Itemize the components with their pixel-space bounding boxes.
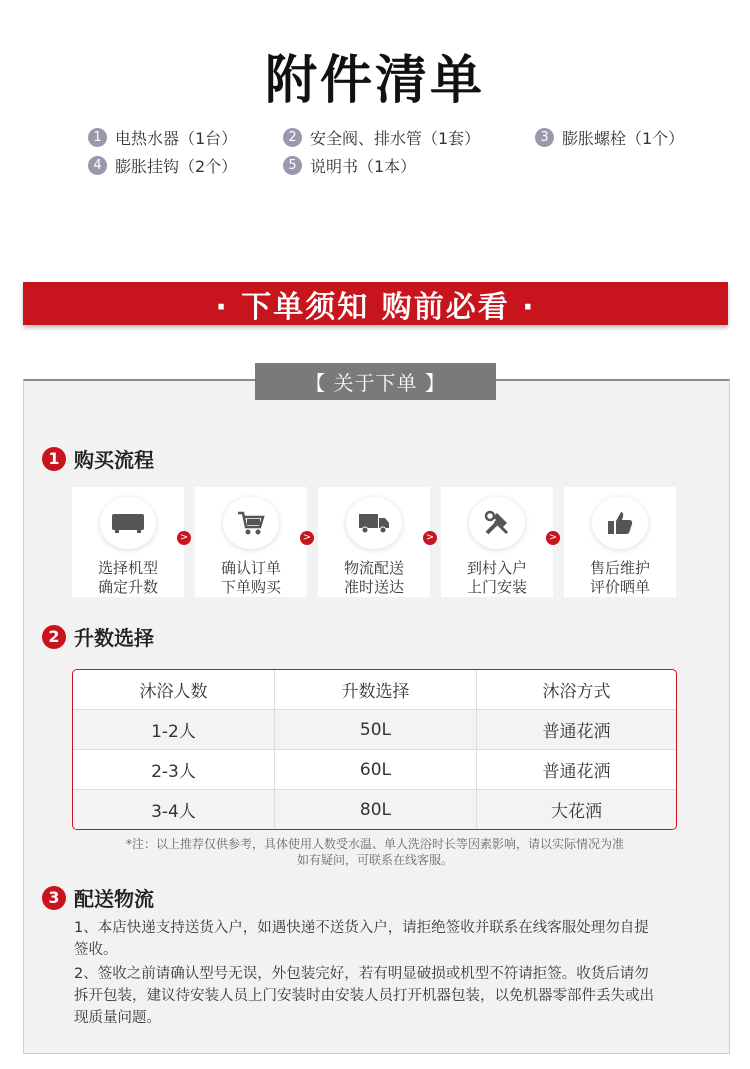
accessory-label: 电热水器（1台） — [115, 129, 238, 148]
section-title: 配送物流 — [74, 887, 154, 911]
step-card — [441, 487, 553, 597]
cart-icon — [223, 497, 279, 549]
column-header: 沐浴方式 — [477, 670, 676, 710]
table-cell: 2-3人 — [73, 750, 275, 790]
step-card — [564, 487, 676, 597]
column-header: 升数选择 — [275, 670, 477, 710]
step-label-line: 到村入户 — [466, 559, 527, 577]
water-heater-icon — [100, 497, 156, 549]
accessory-item — [88, 126, 237, 149]
thumbs-up-icon — [592, 497, 648, 549]
table-row — [73, 750, 676, 790]
accessory-item — [88, 154, 237, 177]
page-title: 附件清单 — [264, 51, 485, 111]
accessory-item — [283, 154, 416, 177]
step-label-line: 选择机型 — [97, 559, 158, 577]
note-line: *注：以上推荐仅供参考，具体使用人数受水温、单人洗浴时长等因素影响，请以实际情况为准 — [125, 837, 624, 851]
section-number: 2 — [42, 625, 66, 649]
delivery-paragraph: 1、本店快递支持送货入户，如遇快递不送货入户，请拒绝签收并联系在线客服处理勿自提签收。 — [74, 920, 649, 958]
table-cell: 60L — [275, 750, 477, 790]
table-cell: 普通花洒 — [477, 750, 676, 790]
chevron-right-icon: > — [177, 531, 191, 545]
accessory-label: 安全阀、排水管（1套） — [310, 129, 481, 148]
step-label — [98, 559, 158, 597]
step-label-line: 上门安装 — [466, 578, 527, 596]
step-card — [72, 487, 184, 597]
note-line: 如有疑问，可联系在线客服。 — [296, 853, 453, 867]
step-label — [590, 559, 650, 597]
number-badge: 4 — [88, 156, 107, 175]
accessory-label: 说明书（1本） — [310, 157, 417, 176]
number-badge: 3 — [535, 128, 554, 147]
section-number: 3 — [42, 886, 66, 910]
step-label-line: 确认订单 — [220, 559, 281, 577]
number-badge: 2 — [283, 128, 302, 147]
step-label-line: 准时送达 — [343, 578, 404, 596]
table-note — [90, 836, 660, 868]
step-label-line: 确定升数 — [97, 578, 158, 596]
delivery-paragraph: 2、签收之前请确认型号无误，外包装完好，若有明显破损或机型不符请拒签。收货后请勿拆开包装，建议待安装人员上门安装时由安装人员打开机器包装，以免机器零部件丢失或出现质量问题。 — [74, 966, 654, 1026]
capacity-table — [72, 669, 677, 830]
step-label — [467, 559, 527, 597]
accessory-label: 膨胀挂钩（2个） — [115, 157, 238, 176]
table-row — [73, 710, 676, 750]
step-label-line: 下单购买 — [220, 578, 281, 596]
panel-tab: 【 关于下单 】 — [255, 363, 496, 400]
table-row — [73, 790, 676, 829]
step-card — [195, 487, 307, 597]
section-title: 购买流程 — [74, 448, 154, 472]
table-cell: 普通花洒 — [477, 710, 676, 750]
accessory-item — [535, 126, 684, 149]
table-cell: 3-4人 — [73, 790, 275, 829]
step-label — [344, 559, 404, 597]
section-header — [42, 444, 154, 473]
table-cell: 50L — [275, 710, 477, 750]
table-cell: 大花洒 — [477, 790, 676, 829]
chevron-right-icon: > — [546, 531, 560, 545]
step-label-line: 评价晒单 — [589, 578, 650, 596]
table-header-row — [73, 670, 676, 710]
column-header: 沐浴人数 — [73, 670, 275, 710]
section-header — [42, 622, 154, 651]
section-number: 1 — [42, 447, 66, 471]
step-label-line: 物流配送 — [343, 559, 404, 577]
step-label-line: 售后维护 — [589, 559, 650, 577]
number-badge: 5 — [283, 156, 302, 175]
step-label — [221, 559, 281, 597]
section-header — [42, 883, 154, 912]
accessory-item — [283, 126, 480, 149]
truck-icon — [346, 497, 402, 549]
table-cell: 1-2人 — [73, 710, 275, 750]
chevron-right-icon: > — [300, 531, 314, 545]
notice-banner: · 下单须知 购前必看 · — [23, 282, 728, 325]
accessory-label: 膨胀螺栓（1个） — [562, 129, 685, 148]
section-title: 升数选择 — [74, 626, 154, 650]
table-cell: 80L — [275, 790, 477, 829]
chevron-right-icon: > — [423, 531, 437, 545]
tools-icon — [469, 497, 525, 549]
step-card — [318, 487, 430, 597]
number-badge: 1 — [88, 128, 107, 147]
